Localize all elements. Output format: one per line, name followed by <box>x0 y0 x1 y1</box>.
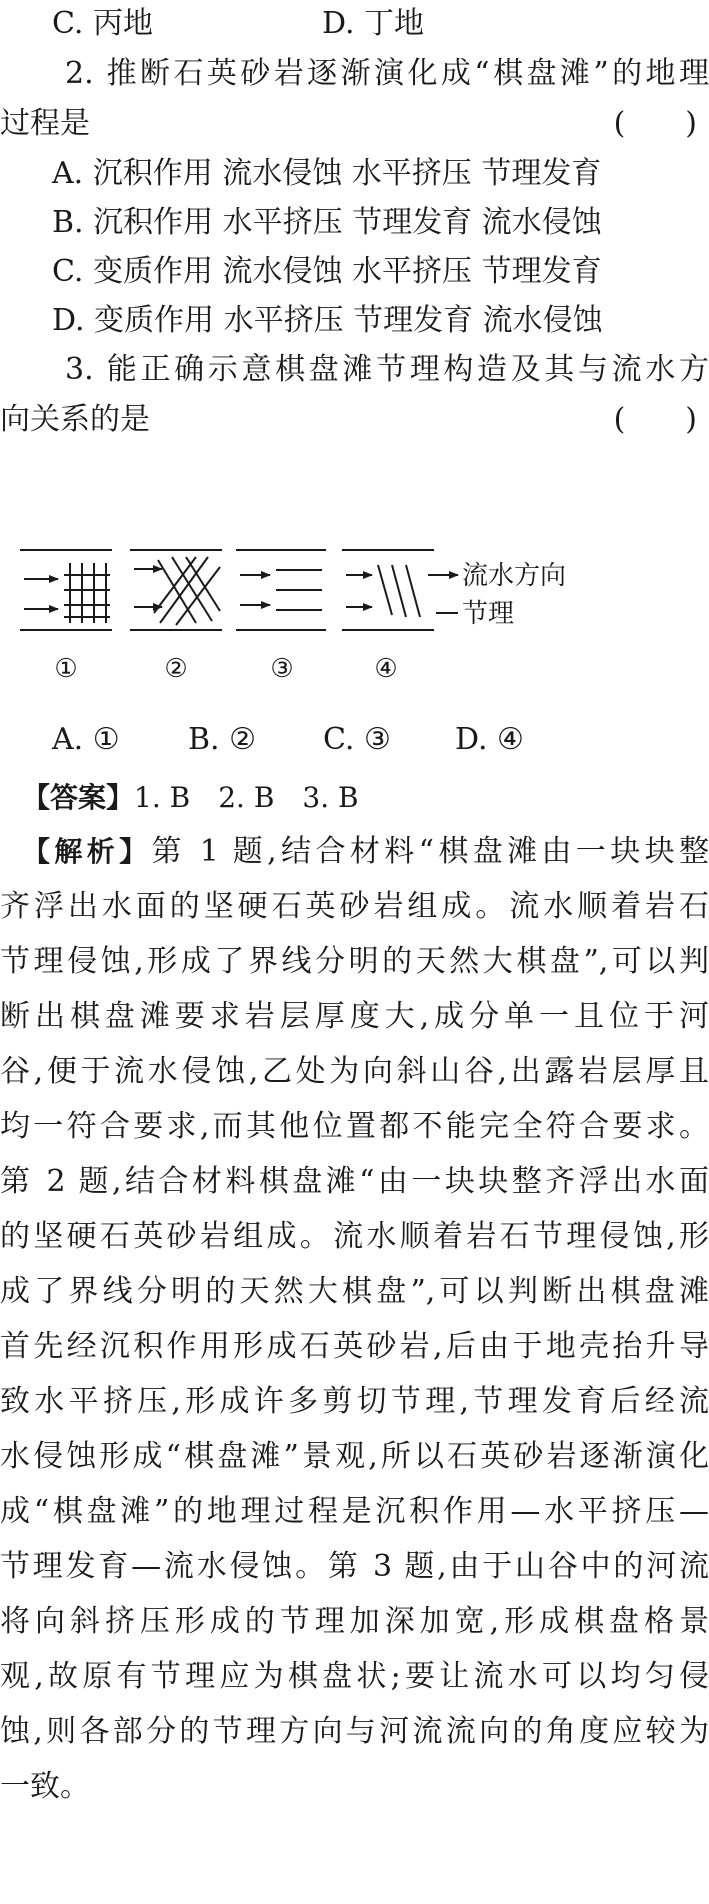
panel-label-3: ③ <box>270 654 294 684</box>
q2-answer-bracket: ( ) <box>613 106 697 141</box>
q3-stem-text: 向关系的是 <box>0 402 150 437</box>
analysis-label: 【解析】 <box>22 835 152 868</box>
q3-option-b: B. ② <box>188 722 257 757</box>
analysis-first-text: 第 1 题,结合材料“棋盘滩由一块块整 <box>151 834 709 869</box>
q2-option-c: C. 变质作用 流水侵蚀 水平挤压 节理发育 <box>52 254 602 289</box>
q3-option-c: C. ③ <box>323 722 391 757</box>
analysis-line: 观,故原有节理应为棋盘状;要让流水可以均匀侵 <box>0 1659 709 1694</box>
analysis-line: 的坚硬石英砂岩组成。流水顺着岩石节理侵蚀,形 <box>0 1219 709 1254</box>
legend-joint-label: 节理 <box>462 599 515 629</box>
panel-label-1: ① <box>54 654 78 684</box>
q1-option-c: C. 丙地 <box>52 6 153 41</box>
panel-3-parallel-joints <box>236 550 326 630</box>
answer-label: 【答案】 <box>22 781 135 814</box>
panel-label-2: ② <box>164 654 188 684</box>
q2-option-d: D. 变质作用 水平挤压 节理发育 流水侵蚀 <box>52 303 603 338</box>
q1-option-d: D. 丁地 <box>322 6 425 41</box>
q2-stem-text: 过程是 <box>0 106 90 141</box>
joint-flow-diagram <box>0 535 709 700</box>
analysis-last-line: 一致。 <box>0 1769 90 1804</box>
panel-label-4: ④ <box>374 654 398 684</box>
analysis-line: 成“棋盘滩”的地理过程是沉积作用—水平挤压— <box>0 1494 709 1529</box>
q2-option-b: B. 沉积作用 水平挤压 节理发育 流水侵蚀 <box>52 205 602 240</box>
q3-option-a: A. ① <box>52 722 120 757</box>
analysis-line: 齐浮出水面的坚硬石英砂岩组成。流水顺着岩石 <box>0 889 709 924</box>
panel-1-grid-joints <box>20 550 112 630</box>
analysis-line: 谷,便于流水侵蚀,乙处为向斜山谷,出露岩层厚且 <box>0 1054 709 1089</box>
q2-stem-line2 <box>0 104 709 144</box>
analysis-line: 节理侵蚀,形成了界线分明的天然大棋盘”,可以判 <box>0 944 709 979</box>
answer-line <box>22 778 709 818</box>
panel-2-diagonal-joints <box>130 550 222 630</box>
analysis-line: 第 2 题,结合材料棋盘滩“由一块块整齐浮出水面 <box>0 1164 709 1199</box>
q3-stem-line1: 3. 能正确示意棋盘滩节理构造及其与流水方 <box>65 352 709 387</box>
joint-flow-figure <box>0 535 709 700</box>
q3-stem-line2 <box>0 400 709 440</box>
analysis-line: 首先经沉积作用形成石英砂岩,后由于地壳抬升导 <box>0 1329 709 1364</box>
analysis-line: 均一符合要求,而其他位置都不能完全符合要求。 <box>0 1109 709 1144</box>
q3-answer-bracket: ( ) <box>613 402 697 437</box>
answer-text: 1. B 2. B 3. B <box>134 781 359 814</box>
analysis-first-line <box>22 832 709 872</box>
legend-flow-label: 流水方向 <box>462 561 567 591</box>
q2-option-a: A. 沉积作用 流水侵蚀 水平挤压 节理发育 <box>52 156 602 191</box>
panel-4-slanted-joints <box>342 550 434 630</box>
analysis-line: 蚀,则各部分的节理方向与河流流向的角度应较为 <box>0 1714 709 1749</box>
q3-option-d: D. ④ <box>455 722 524 757</box>
analysis-line: 断出棋盘滩要求岩层厚度大,成分单一且位于河 <box>0 999 709 1034</box>
q2-stem-line1: 2. 推断石英砂岩逐渐演化成“棋盘滩”的地理 <box>65 56 709 91</box>
analysis-line: 节理发育—流水侵蚀。第 3 题,由于山谷中的河流 <box>0 1549 709 1584</box>
analysis-line: 将向斜挤压形成的节理加深加宽,形成棋盘格景 <box>0 1604 709 1639</box>
analysis-line: 成了界线分明的天然大棋盘”,可以判断出棋盘滩 <box>0 1274 709 1309</box>
analysis-line: 水侵蚀形成“棋盘滩”景观,所以石英砂岩逐渐演化 <box>0 1439 709 1474</box>
analysis-line: 致水平挤压,形成许多剪切节理,节理发育后经流 <box>0 1384 709 1419</box>
